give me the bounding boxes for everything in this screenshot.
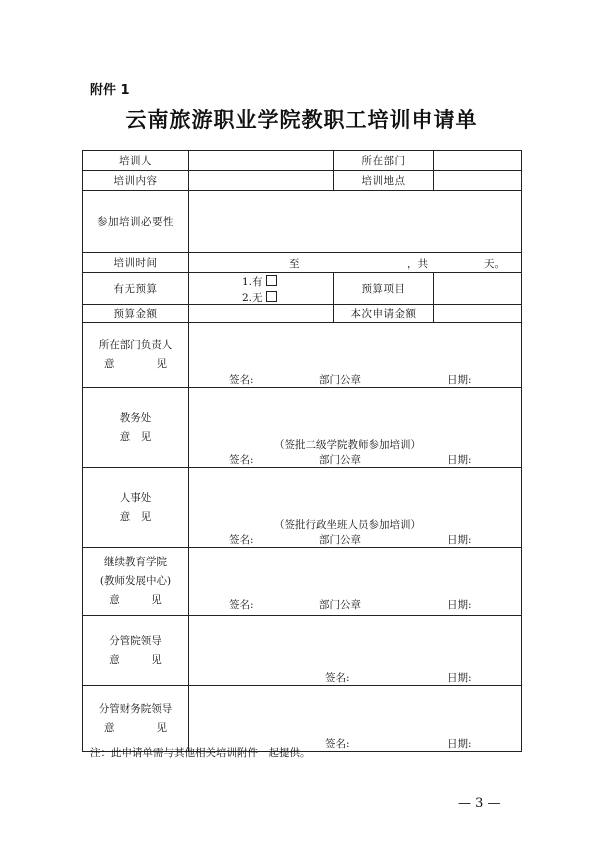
budget-no-label: 2.无 <box>242 292 263 304</box>
approval-label <box>83 548 189 616</box>
sign-label: 签名: <box>325 672 350 684</box>
time-label: 培训时间 <box>83 253 189 273</box>
time-to-text: 至 <box>289 258 300 270</box>
sign-label: 签名: <box>325 738 350 750</box>
approval-field[interactable] <box>189 616 522 686</box>
attachment-label: 附件 1 <box>90 83 130 98</box>
department-field[interactable] <box>434 151 522 171</box>
approval-row-continuing-education <box>83 548 522 616</box>
approval-label <box>83 468 189 548</box>
footnote: 注：此申请单需与其他相关培训附件一起提供。 <box>90 747 311 759</box>
approval-field[interactable] <box>189 686 522 752</box>
approval-field[interactable] <box>189 388 522 468</box>
page-number: — 3 — <box>458 796 501 811</box>
approval-label <box>83 388 189 468</box>
approval-row-vice-president <box>83 616 522 686</box>
budget-yes-label: 1.有 <box>242 276 263 288</box>
date-label: 日期: <box>447 534 472 546</box>
date-label: 日期: <box>447 374 472 386</box>
trainee-field[interactable] <box>189 151 334 171</box>
row-trainee <box>83 151 522 171</box>
approval-label <box>83 323 189 388</box>
approval-label <box>83 686 189 752</box>
date-label: 日期: <box>447 672 472 684</box>
sign-label: 签名: <box>229 534 254 546</box>
approval-row-academic-affairs <box>83 388 522 468</box>
sign-label: 签名: <box>229 599 254 611</box>
approval-note: （签批行政坐班人员参加培训） <box>274 519 421 531</box>
budget-label: 有无预算 <box>83 273 189 305</box>
row-content <box>83 171 522 191</box>
approval-label-line: 人事处 <box>119 491 152 504</box>
approval-label-line: 意 见 <box>109 594 162 606</box>
approval-row-department-head <box>83 323 522 388</box>
approval-label-line: 分管财务院领导 <box>98 702 173 715</box>
necessity-label: 参加培训必要性 <box>83 191 189 253</box>
training-application-form <box>82 150 522 752</box>
approval-label-line: 继续教育学院 <box>104 556 167 568</box>
approval-note: （签批二级学院教师参加培训） <box>274 439 421 451</box>
content-label: 培训内容 <box>83 171 189 191</box>
time-total-text: ，共 <box>407 258 428 270</box>
apply-amount-label: 本次申请金额 <box>334 305 434 323</box>
approval-label-line: 所在部门负责人 <box>98 339 173 351</box>
checkbox-yes[interactable] <box>266 275 277 286</box>
location-label: 培训地点 <box>334 171 434 191</box>
row-necessity <box>83 191 522 253</box>
location-field[interactable] <box>434 171 522 191</box>
approval-label-line: 意 见 <box>119 510 152 523</box>
form-title: 云南旅游职业学院教职工培训申请单 <box>125 107 478 132</box>
content-field[interactable] <box>189 171 334 191</box>
seal-label: 部门公章 <box>319 599 361 611</box>
seal-label: 部门公章 <box>319 374 361 386</box>
date-label: 日期: <box>447 738 472 750</box>
approval-field[interactable] <box>189 323 522 388</box>
approval-row-finance-vice-president <box>83 686 522 752</box>
seal-label: 部门公章 <box>319 534 361 546</box>
approval-label-line: 分管院领导 <box>109 634 162 647</box>
budget-amount-label: 预算金额 <box>83 305 189 323</box>
approval-field[interactable] <box>189 468 522 548</box>
necessity-field[interactable] <box>189 191 522 253</box>
date-label: 日期: <box>447 454 472 466</box>
approval-field[interactable] <box>189 548 522 616</box>
sign-label: 签名: <box>229 454 254 466</box>
budget-option-yes[interactable] <box>242 274 277 289</box>
time-days-text: 天。 <box>484 258 505 270</box>
approval-label-line: (教师发展中心) <box>99 575 172 587</box>
approval-label-line: 意 见 <box>109 653 162 666</box>
department-label: 所在部门 <box>334 151 434 171</box>
budget-item-label: 预算项目 <box>334 273 434 305</box>
row-amount <box>83 305 522 323</box>
time-field[interactable] <box>189 253 522 273</box>
budget-item-field[interactable] <box>434 273 522 305</box>
seal-label: 部门公章 <box>319 454 361 466</box>
approval-row-hr <box>83 468 522 548</box>
date-label: 日期: <box>447 599 472 611</box>
approval-label-line: 意 见 <box>104 721 167 734</box>
approval-label-line: 意 见 <box>119 430 152 443</box>
row-budget <box>83 273 522 305</box>
sign-label: 签名: <box>229 374 254 386</box>
checkbox-no[interactable] <box>266 291 277 302</box>
approval-label <box>83 616 189 686</box>
budget-option-no[interactable] <box>242 290 277 305</box>
budget-options <box>189 273 334 305</box>
budget-amount-field[interactable] <box>189 305 334 323</box>
row-time <box>83 253 522 273</box>
approval-label-line: 教务处 <box>119 411 152 424</box>
apply-amount-field[interactable] <box>434 305 522 323</box>
approval-label-line: 意 见 <box>104 358 167 370</box>
trainee-label: 培训人 <box>83 151 189 171</box>
